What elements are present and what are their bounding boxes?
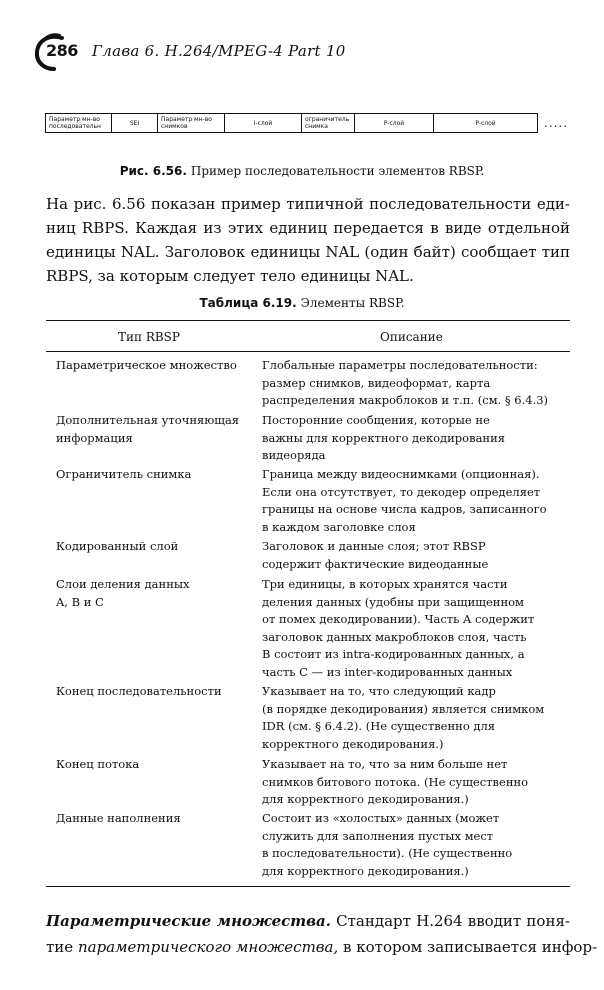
- row-desc-line: важны для корректного декодирования: [262, 430, 506, 445]
- intro-line: единицы NAL. Заголовок единицы NAL (один байт) сообщает тип: [46, 243, 570, 261]
- row-desc-line: размер снимков, видеоформат, карта: [262, 375, 491, 390]
- row-desc-line: для корректного декодирования.): [262, 863, 469, 878]
- row-type-line: информация: [56, 430, 133, 445]
- rbsp-sequence-diagram: [45, 113, 569, 135]
- section-term: Параметрические множества.: [46, 912, 331, 930]
- paragraph-line: [46, 934, 598, 960]
- row-type: [56, 466, 256, 484]
- row-desc: [262, 756, 570, 809]
- row-type-line: Конец потока: [56, 757, 140, 771]
- row-type: [56, 576, 256, 611]
- running-head: Глава 6. H.264/MPEG-4 Part 10: [92, 42, 346, 60]
- row-desc-line: B состоит из intra-кодированных данных, а: [262, 647, 525, 661]
- paragraph-text: в котором записывается инфор-: [343, 938, 598, 956]
- row-type-line: Параметрическое множество: [56, 358, 237, 372]
- row-desc-line: видеоряда: [262, 448, 326, 462]
- row-desc: [262, 576, 570, 681]
- row-desc-line: Заголовок и данные слоя; этот RBSP: [262, 539, 486, 553]
- intro-line: На рис. 6.56 показан пример типичной последовательности еди-: [46, 195, 570, 213]
- seq-box-sei: SEI: [112, 113, 158, 133]
- seq-box-pps: Параметр мн-во снимков: [158, 113, 225, 133]
- page-number-mark: [32, 32, 84, 72]
- row-desc-line: в последовательности). (Не существенно: [262, 846, 513, 860]
- row-desc-line: (в порядке декодирования) является снимком: [262, 701, 545, 716]
- row-type: [56, 412, 256, 447]
- paragraph-text: тие: [46, 938, 74, 956]
- table-header-rule: [46, 351, 570, 352]
- row-desc-line: для корректного декодирования.): [262, 792, 469, 806]
- row-desc-line: Глобальные параметры последовательности:: [262, 358, 538, 372]
- row-desc: [262, 538, 570, 573]
- table-caption-number: Таблица 6.19.: [199, 296, 297, 310]
- row-desc-line: заголовок данных макроблоков слоя, часть: [262, 629, 527, 644]
- row-type: [56, 810, 256, 828]
- emphasized-term: параметрического множества,: [77, 938, 339, 956]
- row-desc: [262, 683, 570, 753]
- parameter-sets-paragraph: [46, 908, 598, 960]
- figure-caption-text: Пример последовательности элементов RBSP.: [190, 164, 485, 178]
- seq-ellipsis: .....: [544, 116, 569, 130]
- row-type-line: Конец последовательности: [56, 684, 222, 698]
- row-desc-line: в каждом заголовке слоя: [262, 519, 416, 534]
- row-desc-line: IDR (см. § 6.4.2). (Не существенно для: [262, 719, 496, 733]
- row-desc-line: от помех декодировании). Часть A содержит: [262, 612, 535, 626]
- row-desc-line: Три единицы, в которых хранятся части: [262, 577, 508, 591]
- paragraph-line: [46, 908, 570, 934]
- row-desc-line: содержит фактические видеоданные: [262, 556, 489, 571]
- seq-box-p-slice-1: P-слой: [355, 113, 434, 133]
- intro-paragraph: [46, 192, 570, 288]
- row-desc: [262, 466, 570, 536]
- row-type: [56, 756, 256, 774]
- row-type: [56, 683, 256, 701]
- row-type-line: Слои деления данных: [56, 577, 190, 591]
- table-bottom-rule: [46, 886, 570, 887]
- row-type-line: Данные наполнения: [56, 811, 181, 825]
- row-type-line: Кодированный слой: [56, 539, 179, 553]
- paragraph-text: Стандарт H.264 вводит поня-: [336, 912, 570, 930]
- table-header-type: Тип RBSP: [118, 330, 180, 344]
- page-header: [32, 32, 572, 72]
- row-type: [56, 357, 256, 375]
- intro-line: ниц RBPS. Каждая из этих единиц передается в виде отдельной: [46, 219, 570, 237]
- figure-caption: [0, 164, 604, 178]
- seq-box-p-slice-2: P-слой: [434, 113, 538, 133]
- row-desc-line: Состоит из «холостых» данных (может: [262, 811, 500, 825]
- page-number: 286: [46, 41, 78, 60]
- row-type: [56, 538, 256, 556]
- seq-box-i-slice: I-слой: [225, 113, 302, 133]
- row-type-line: A, B и C: [56, 594, 104, 609]
- row-type-line: Дополнительная уточняющая: [56, 413, 240, 427]
- row-desc-line: часть C — из inter-кодированных данных: [262, 664, 513, 679]
- row-desc-line: деления данных (удобны при защищенном: [262, 594, 524, 609]
- row-desc: [262, 810, 570, 880]
- row-desc-line: Если она отсутствует, то декодер определяет: [262, 484, 541, 499]
- table-caption: [0, 296, 604, 310]
- seq-box-delimiter: ограничитель снимка: [302, 113, 355, 133]
- row-desc-line: распределения макроблоков и т.п. (см. § 6.4.3): [262, 393, 549, 407]
- row-desc-line: границы на основе числа кадров, записанного: [262, 502, 547, 516]
- row-desc-line: Указывает на то, что за ним больше нет: [262, 757, 508, 771]
- table-caption-text: Элементы RBSP.: [300, 296, 405, 310]
- row-desc: [262, 412, 570, 465]
- row-desc-line: Указывает на то, что следующий кадр: [262, 684, 496, 698]
- row-desc-line: Граница между видеоснимками (опционная).: [262, 467, 540, 481]
- row-desc-line: снимков битового потока. (Не существенно: [262, 774, 529, 789]
- table-header-desc: Описание: [380, 330, 443, 344]
- seq-box-sps: Параметр мн-во последовательн: [45, 113, 112, 133]
- row-desc-line: корректного декодирования.): [262, 736, 444, 751]
- table-top-rule: [46, 320, 570, 321]
- row-desc-line: служить для заполнения пустых мест: [262, 828, 494, 843]
- row-desc-line: Посторонние сообщения, которые не: [262, 413, 490, 427]
- row-type-line: Ограничитель снимка: [56, 467, 192, 481]
- intro-line: RBPS, за которым следует тело единицы NAL.: [46, 267, 414, 285]
- figure-caption-number: Рис. 6.56.: [119, 164, 187, 178]
- row-desc: [262, 357, 570, 410]
